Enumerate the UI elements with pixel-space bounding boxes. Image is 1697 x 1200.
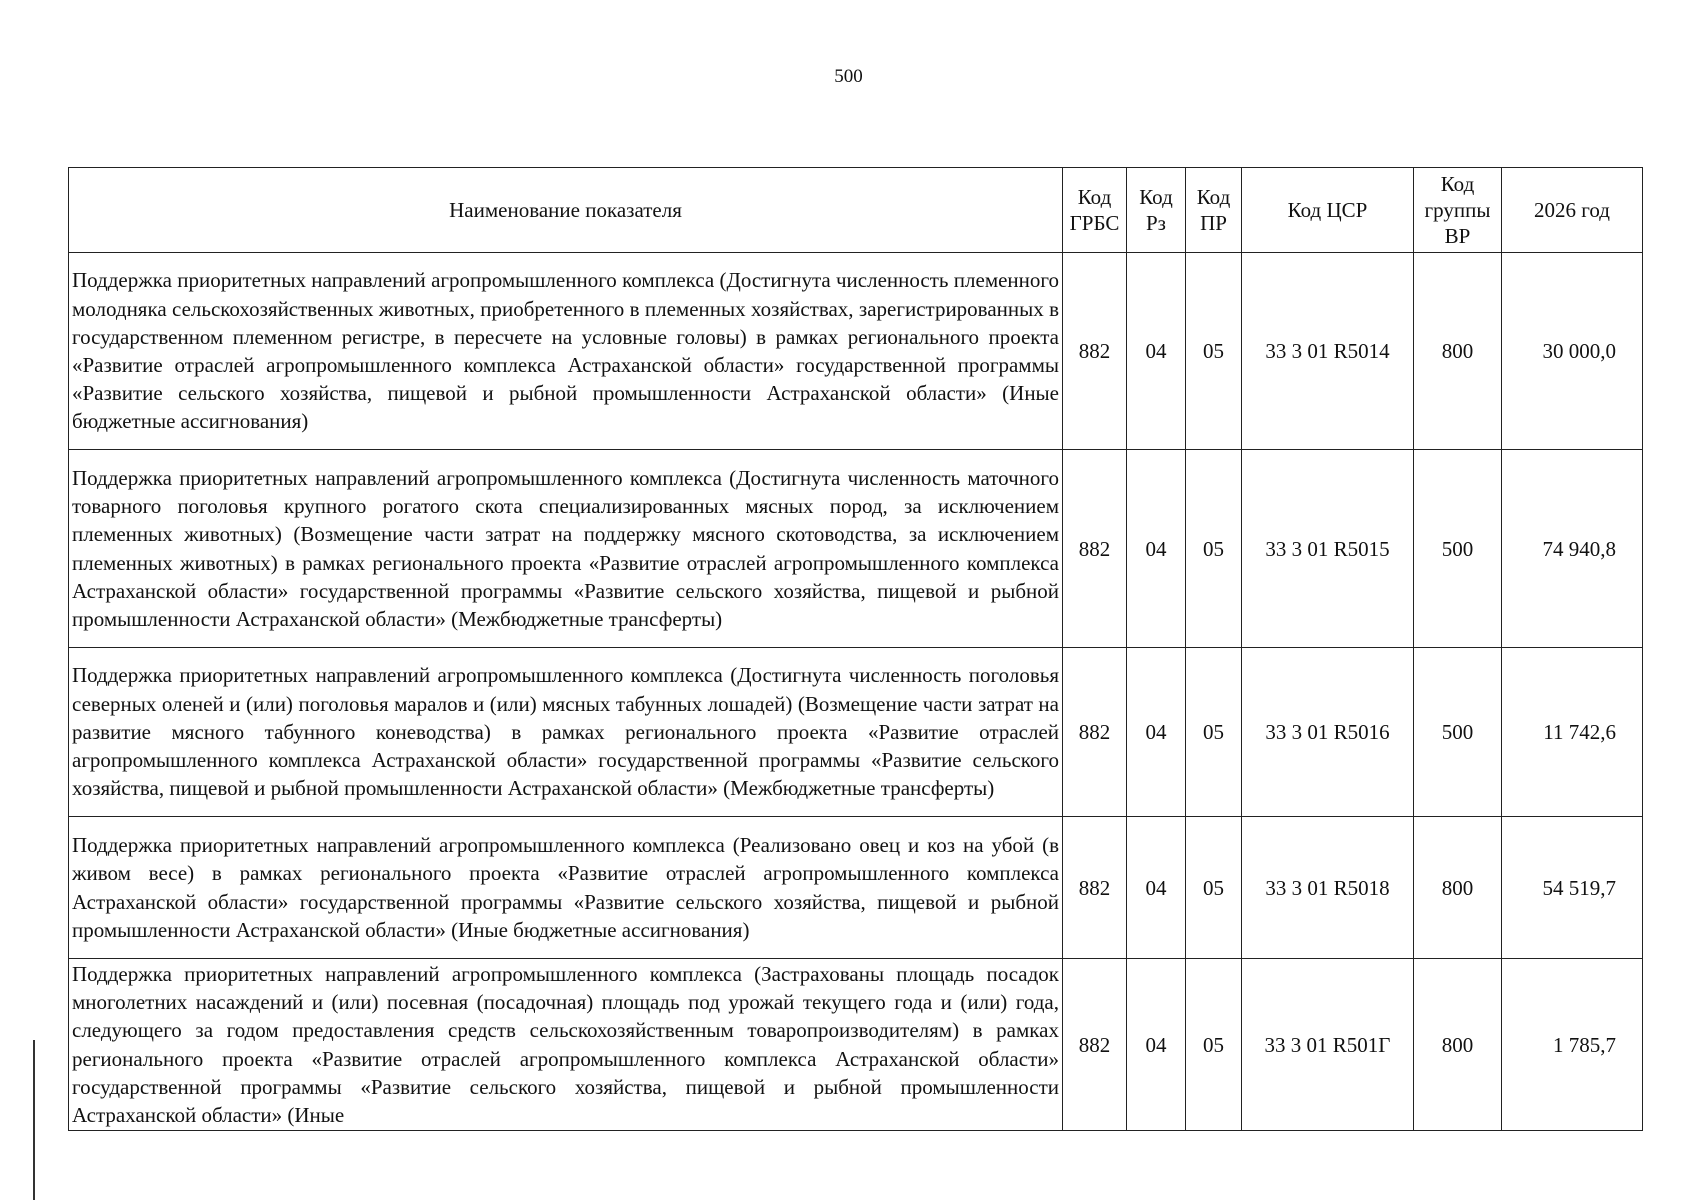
row-grbs: 882 — [1063, 450, 1127, 648]
row-rz: 04 — [1127, 450, 1186, 648]
row-vr: 800 — [1414, 817, 1502, 959]
header-name: Наименование показателя — [69, 168, 1063, 253]
row-rz: 04 — [1127, 648, 1186, 817]
row-vr: 500 — [1414, 450, 1502, 648]
header-year: 2026 год — [1502, 168, 1643, 253]
table-body — [69, 253, 1643, 1131]
row-amount: 74 940,8 — [1502, 450, 1643, 648]
row-pr: 05 — [1186, 253, 1242, 450]
table-row — [69, 253, 1643, 450]
header-csr: Код ЦСР — [1242, 168, 1414, 253]
page-number: 500 — [834, 66, 863, 87]
row-vr: 800 — [1414, 253, 1502, 450]
row-name: Поддержка приоритетных направлений агропромышленного комплекса (Реализовано овец и коз на убой (в живом весе) в рамках регионального проекта «Развитие отраслей агропромышленного комплекса Астраханской области» государственной программы «Развитие сельского хозяйства, пищевой и рыбной промышленности Астраханской области» (Иные бюджетные ассигнования) — [69, 817, 1063, 959]
row-amount: 54 519,7 — [1502, 817, 1643, 959]
row-pr: 05 — [1186, 959, 1242, 1131]
table-row — [69, 450, 1643, 648]
row-rz: 04 — [1127, 817, 1186, 959]
table-row — [69, 959, 1643, 1131]
table-row — [69, 648, 1643, 817]
header-rz: Код Рз — [1127, 168, 1186, 253]
row-rz: 04 — [1127, 253, 1186, 450]
header-pr: Код ПР — [1186, 168, 1242, 253]
row-csr: 33 3 01 R5016 — [1242, 648, 1414, 817]
row-pr: 05 — [1186, 648, 1242, 817]
row-amount: 1 785,7 — [1502, 959, 1643, 1131]
row-grbs: 882 — [1063, 959, 1127, 1131]
table-header — [69, 168, 1643, 253]
row-name: Поддержка приоритетных направлений агропромышленного комплекса (Достигнута численность маточного товарного поголовья крупного рогатого скота специализированных мясных пород, за исключением племенных животных) (Возмещение части затрат на поддержку мясного скотоводства, за исключением племенных животных) в рамках регионального проекта «Развитие отраслей агропромышленного комплекса Астраханской области» государственной программы «Развитие сельского хозяйства, пищевой и рыбной промышленности Астраханской области» (Межбюджетные трансферты) — [69, 450, 1063, 648]
table-row — [69, 817, 1643, 959]
header-grbs: Код ГРБС — [1063, 168, 1127, 253]
row-vr: 800 — [1414, 959, 1502, 1131]
row-grbs: 882 — [1063, 817, 1127, 959]
header-vr: Код группы ВР — [1414, 168, 1502, 253]
row-amount: 30 000,0 — [1502, 253, 1643, 450]
budget-table — [68, 167, 1643, 1131]
row-csr: 33 3 01 R501Г — [1242, 959, 1414, 1131]
row-csr: 33 3 01 R5014 — [1242, 253, 1414, 450]
row-pr: 05 — [1186, 817, 1242, 959]
header-row — [69, 168, 1643, 253]
row-csr: 33 3 01 R5018 — [1242, 817, 1414, 959]
row-name: Поддержка приоритетных направлений агропромышленного комплекса (Достигнута численность поголовья северных оленей и (или) поголовья маралов и (или) мясных табунных лошадей) (Возмещение части затрат на развитие мясного табунного коневодства) в рамках регионального проекта «Развитие отраслей агропромышленного комплекса Астраханской области» государственной программы «Развитие сельского хозяйства, пищевой и рыбной промышленности Астраханской области» (Межбюджетные трансферты) — [69, 648, 1063, 817]
row-pr: 05 — [1186, 450, 1242, 648]
row-grbs: 882 — [1063, 253, 1127, 450]
row-amount: 11 742,6 — [1502, 648, 1643, 817]
row-name: Поддержка приоритетных направлений агропромышленного комплекса (Достигнута численность племенного молодняка сельскохозяйственных животных, приобретенного в племенных хозяйствах, зарегистрированных в государственном племенном регистре, в пересчете на условные головы) в рамках регионального проекта «Развитие отраслей агропромышленного комплекса Астраханской области» государственной программы «Развитие сельского хозяйства, пищевой и рыбной промышленности Астраханской области» (Иные бюджетные ассигнования) — [69, 253, 1063, 450]
scan-edge-line — [33, 1040, 35, 1200]
row-rz: 04 — [1127, 959, 1186, 1131]
row-csr: 33 3 01 R5015 — [1242, 450, 1414, 648]
row-vr: 500 — [1414, 648, 1502, 817]
row-grbs: 882 — [1063, 648, 1127, 817]
row-name: Поддержка приоритетных направлений агропромышленного комплекса (Застрахованы площадь посадок многолетних насаждений и (или) посевная (посадочная) площадь под урожай текущего года и (или) года, следующего за годом предоставления средств сельскохозяйственным товаропроизводителям) в рамках регионального проекта «Развитие отраслей агропромышленного комплекса Астраханской области» государственной программы «Развитие сельского хозяйства, пищевой и рыбной промышленности Астраханской области» (Иные — [69, 959, 1063, 1131]
